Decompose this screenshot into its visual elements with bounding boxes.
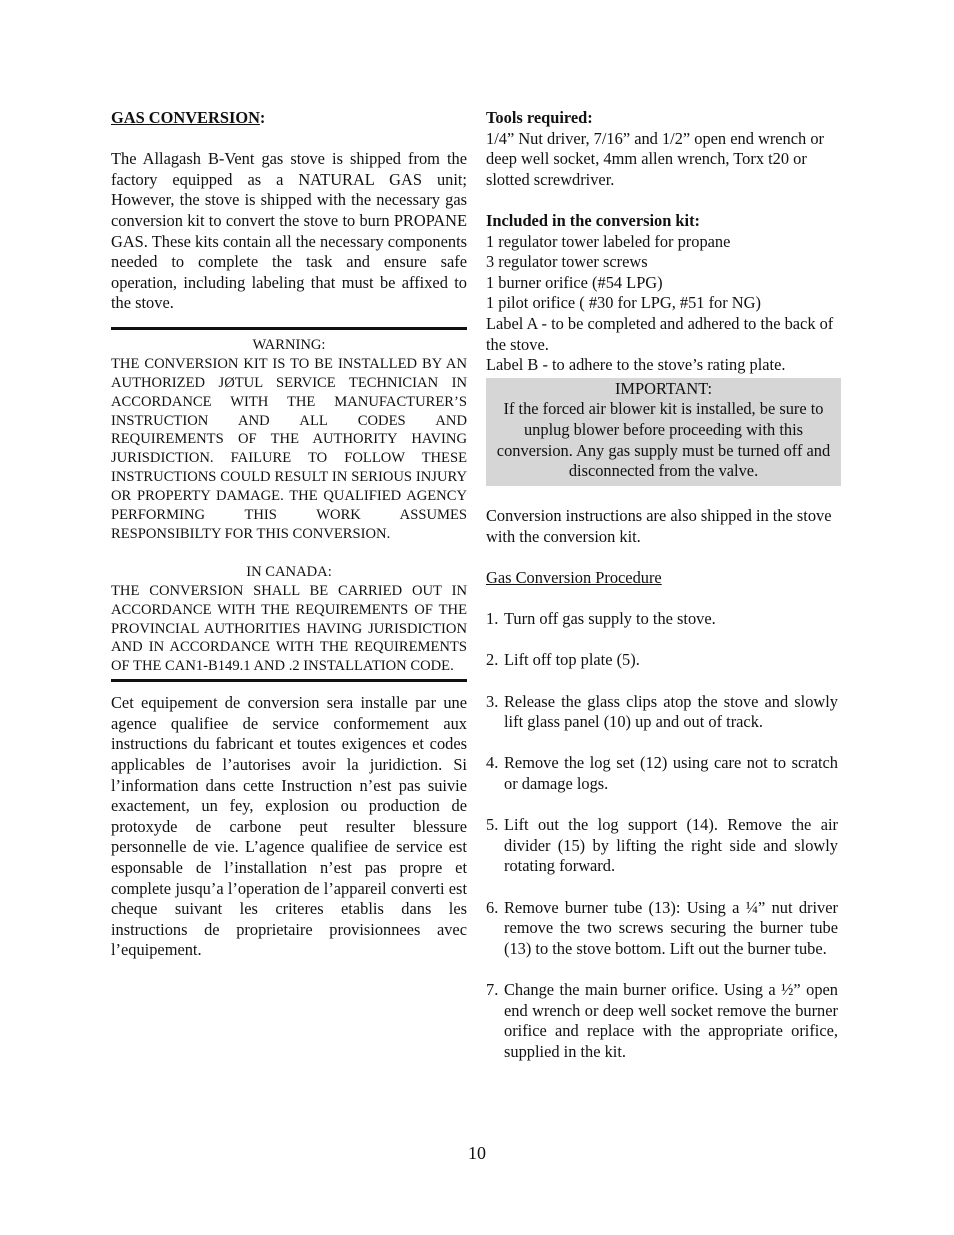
step-item: 2. Lift off top plate (5). [486, 650, 640, 670]
list-item: Label B - to adhere to the stove’s rating plate. [486, 355, 786, 375]
step-item: 4. Remove the log set (12) using care not to scratch or damage logs. [486, 753, 838, 793]
right-column [486, 108, 838, 1083]
list-item: Label A - to be completed and adhered to the back of the stove. [486, 313, 834, 354]
step-item: 5. Lift out the log support (14). Remove the air divider (15) by lifting the right side and slowly rotating forward. [486, 815, 838, 876]
left-column [111, 108, 467, 961]
procedure-title: Gas Conversion Procedure [486, 568, 662, 588]
kit-list [486, 232, 838, 376]
list-item: 1 regulator tower labeled for propane [486, 231, 731, 251]
step-item: 1. Turn off gas supply to the stove. [486, 609, 716, 629]
important-box [486, 378, 841, 486]
step-item: 7. Change the main burner orifice. Using a ½” open end wrench or deep well socket remove the burner orifice and replace with the appropriate orifice, supplied in the kit. [486, 979, 838, 1061]
intro-paragraph: The Allagash B-Vent gas stove is shipped from the factory equipped as a NATURAL GAS unit; However, the stove is shipped with the necessary gas conversion kit to convert the stove to burn PROPANE GAS. These kits contain all the necessary components needed to complete the task and ensure safe operation, including labeling that must be affixed to the stove. [111, 149, 467, 313]
procedure-steps [486, 609, 838, 1062]
step-item: 3. Release the glass clips atop the stove and slowly lift glass panel (10) up and out of track. [486, 691, 838, 732]
step-item: 6. Remove burner tube (13): Using a ¼” nut driver remove the two screws securing the burner tube (13) to the stove bottom. Lift out the burner tube. [486, 897, 838, 958]
tools-text: 1/4” Nut driver, 7/16” and 1/2” open end wrench or deep well socket, 4mm allen wrench, Torx t20 or slotted screwdriver. [486, 128, 824, 189]
warning-title: WARNING: [252, 336, 326, 353]
important-title: IMPORTANT: [614, 378, 713, 398]
tools-title: Tools required: [486, 108, 593, 127]
list-item: 1 pilot orifice ( #30 for LPG, #51 for NG) [486, 293, 761, 313]
also-shipped-text: Conversion instructions are also shipped in the stove with the conversion kit. [486, 506, 832, 546]
warning-text: THE CONVERSION KIT IS TO BE INSTALLED BY AN AUTHORIZED JØTUL SERVICE TECHNICIAN IN ACCORDANCE WITH THE MANUFACTURER’S INSTRUCTION AND ALL CODES AND REQUIREMENTS OF THE AUTHORITY HAVING JURISDICTION. FAILURE TO FOLLOW THESE INSTRUCTIONS COULD RESULT IN SERIOUS INJURY OR PROPERTY DAMAGE. THE QUALIFIED AGENCY PERFORMING THIS WORK ASSUMES RESPONSIBILTY FOR THIS CONVERSION. [111, 355, 467, 542]
section-heading: GAS CONVERSION: [111, 108, 266, 127]
list-item: 3 regulator tower screws [486, 252, 648, 272]
french-paragraph: Cet equipement de conversion sera installe par une agence qualifiee de service conformement aux instructions du fabricant et toutes exigences et codes applicables de l’autorises avoir la juridiction. Si l’information dans cette Instruction n’est pas suivie exactement, un fey, explosion ou production de protoxyde de carbone peut resulter blessure personnelle de vie. L’agence qualifiee de service est esponsable de l’installation n’est pas propre et complete jusqu’a l’operation de l’appareil converti est cheque suivant les criteres etablis dans les instructions de proprietaire provisionnees avec l’equipement. [111, 693, 467, 960]
important-text: If the forced air blower kit is installed, be sure to unplug blower before proceeding with this conversion. Any gas supply must be turned off and disconnected from the valve. [496, 399, 831, 481]
page-number: 10 [468, 1143, 486, 1163]
list-item: 1 burner orifice (#54 LPG) [486, 272, 663, 292]
kit-title: Included in the conversion kit: [486, 210, 701, 230]
canada-title: IN CANADA: [246, 563, 332, 580]
canada-text: THE CONVERSION SHALL BE CARRIED OUT IN ACCORDANCE WITH THE REQUIREMENTS OF THE PROVINCIAL AUTHORITIES HAVING JURISDICTION AND IN ACCORDANCE WITH THE REQUIREMENTS OF THE CAN1-B149.1 AND .2 INSTALLATION CODE. [111, 582, 467, 675]
